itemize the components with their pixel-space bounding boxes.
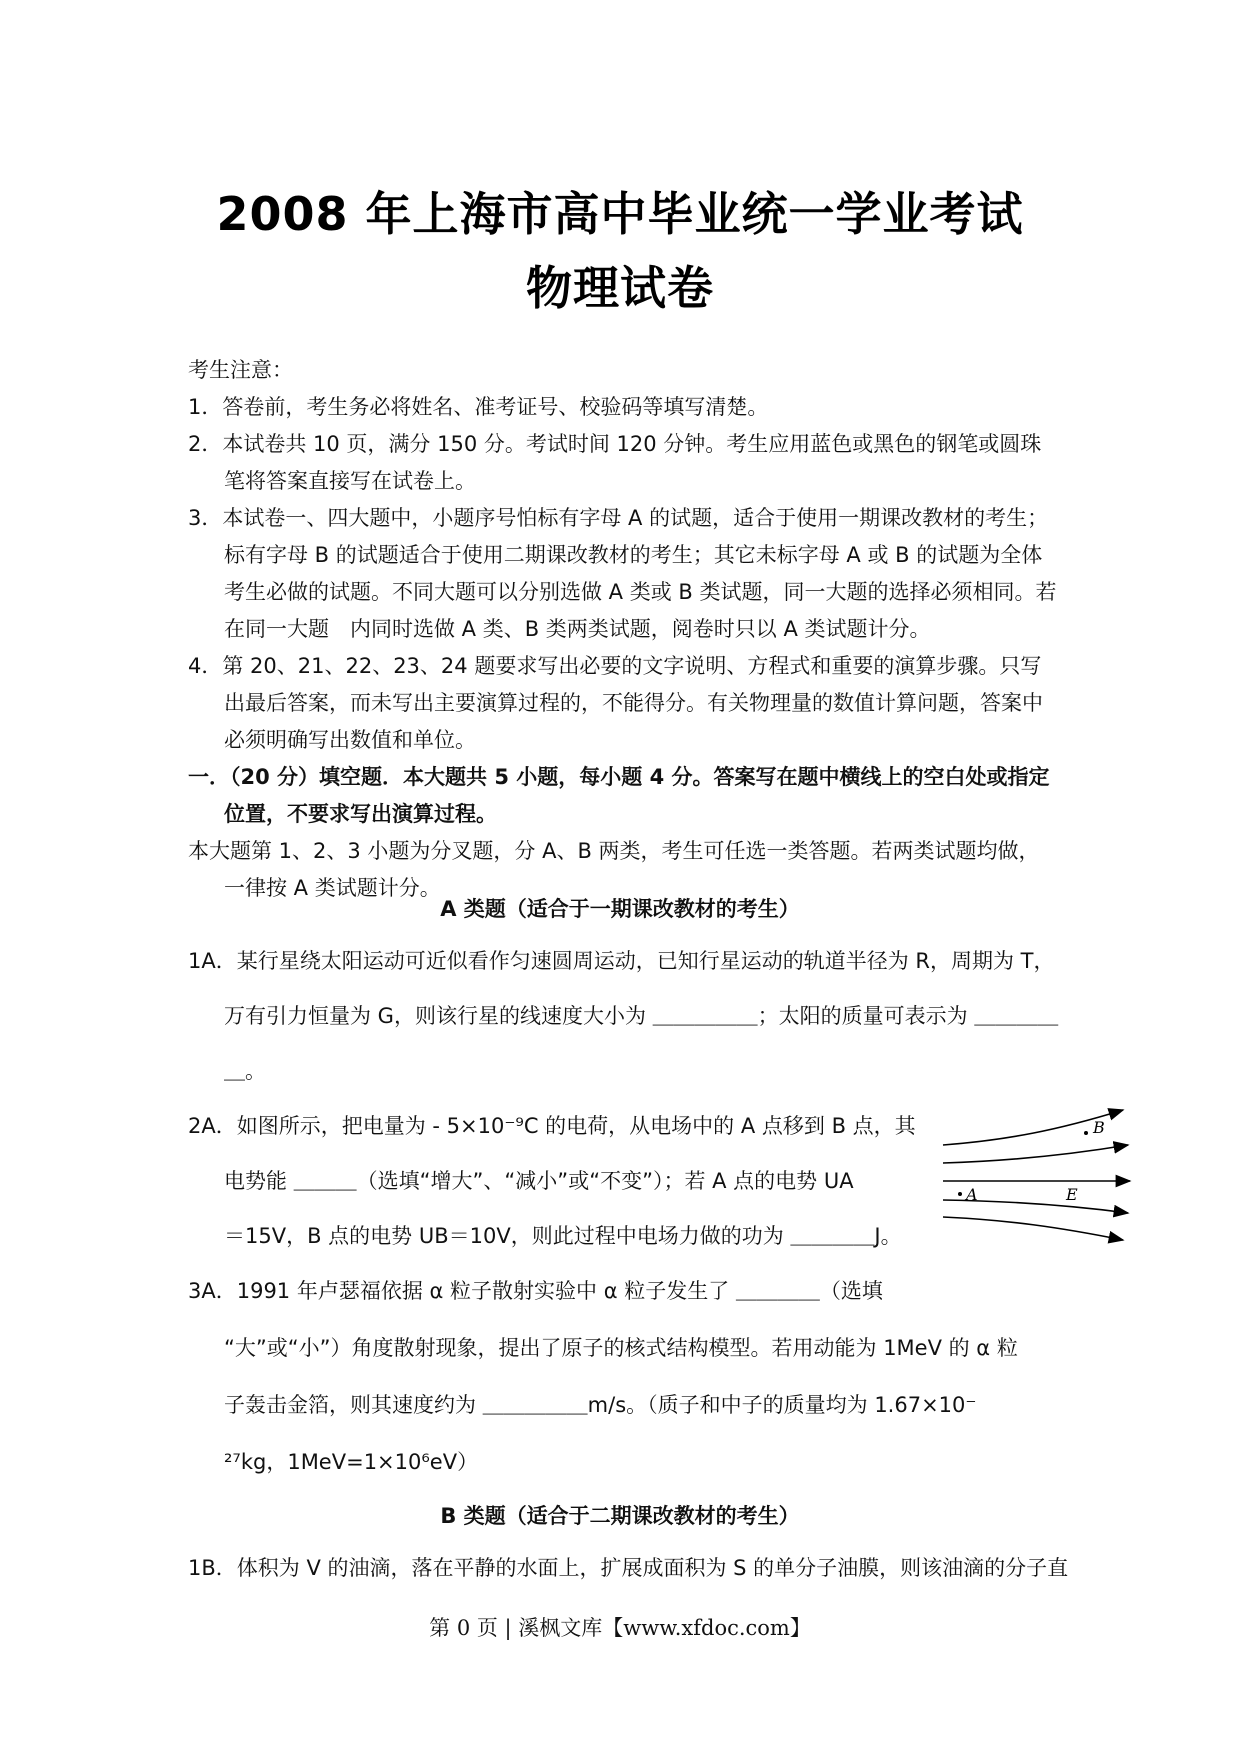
q1a-line-3: ＿。 — [224, 1059, 266, 1083]
notice-item-2: 2．本试卷共 10 页，满分 150 分。考试时间 120 分钟。考生应用蓝色或黑色的钢笔或圆珠笔将答案直接写在试卷上。 — [188, 432, 1042, 493]
q3a-line-1: 3A．1991 年卢瑟福依据 α 粒子散射实验中 α 粒子发生了 ＿＿＿＿（选填 — [188, 1279, 883, 1303]
notice-item-1: 1．答卷前，考生务必将姓名、准考证号、校验码等填写清楚。 — [188, 395, 769, 419]
q3a-line-4: ²⁷kg，1MeV=1×10⁶eV） — [224, 1450, 479, 1474]
q2a-line-2: 电势能 ＿＿＿（选填“增大”、“减小”或“不变”）；若 A 点的电势 UA — [224, 1169, 854, 1193]
q3a-line-2: “大”或“小”）角度散射现象，提出了原子的核式结构模型。若用动能为 1MeV 的 α 粒 — [224, 1336, 1018, 1360]
field-line-5 — [943, 1217, 1123, 1240]
point-b-dot — [1084, 1131, 1088, 1135]
section-heading: 一．（20 分）填空题．本大题共 5 小题，每小题 4 分。答案写在题中横线上的空白处或指定位置，不要求写出演算过程。 — [188, 765, 1050, 826]
b-type-heading: B 类题（适合于二期课改教材的考生） — [440, 1504, 800, 1528]
exam-subtitle: 物理试卷 — [526, 261, 714, 315]
a-type-heading: A 类题（适合于一期课改教材的考生） — [440, 897, 800, 921]
notice-heading: 考生注意： — [188, 358, 293, 382]
field-e-label: E — [1066, 1185, 1078, 1204]
exam-title: 2008 年上海市高中毕业统一学业考试 — [216, 187, 1024, 241]
q2a-line-3: ＝15V，B 点的电势 UB＝10V，则此过程中电场力做的功为 ＿＿＿＿J。 — [224, 1224, 902, 1248]
notice-item-4: 4．第 20、21、22、23、24 题要求写出必要的文字说明、方程式和重要的演算步骤。只写出最后答案，而未写出主要演算过程的，不能得分。有关物理量的数值计算问题，答案中必须明确写出数值和单位。 — [188, 654, 1043, 752]
point-a-label: A — [966, 1185, 978, 1204]
point-a-dot — [958, 1192, 962, 1196]
electric-field-figure — [938, 1105, 1148, 1245]
notice-item-3: 3．本试卷一、四大题中，小题序号怕标有字母 A 的试题，适合于使用一期课改教材的考生；标有字母 B 的试题适合于使用二期课改教材的考生；其它未标字母 A 或 B 的试题为全体考生必做的试题。不同大题可以分别选做 A 类或 B 类试题，同一大题的选择必须相同。若在同一大题 内同时选做 A 类、B 类两类试题，阅卷时只以 A 类试题计分。 — [188, 506, 1057, 641]
q1a-line-2: 万有引力恒量为 G，则该行星的线速度大小为 ＿＿＿＿＿；太阳的质量可表示为 ＿＿＿＿ — [224, 1004, 1059, 1028]
q1b-line-1: 1B．体积为 V 的油滴，落在平静的水面上，扩展成面积为 S 的单分子油膜，则该油滴的分子直 — [188, 1556, 1069, 1580]
q3a-line-3: 子轰击金箔，则其速度约为 ＿＿＿＿＿m/s。（质子和中子的质量均为 1.67×10⁻ — [224, 1393, 977, 1417]
q1a-line-1: 1A．某行星绕太阳运动可近似看作匀速圆周运动，已知行星运动的轨道半径为 R，周期为 T， — [188, 949, 1055, 973]
point-b-label: B — [1093, 1118, 1105, 1137]
page-footer: 第 0 页 | 溪枫文库【www.xfdoc.com】 — [429, 1616, 811, 1640]
notice-block — [188, 352, 1058, 907]
section-note: 本大题第 1、2、3 小题为分叉题，分 A、B 两类，考生可任选一类答题。若两类试题均做，一律按 A 类试题计分。 — [188, 839, 1040, 900]
q2a-line-1: 2A．如图所示，把电量为 - 5×10⁻⁹C 的电荷，从电场中的 A 点移到 B 点，其 — [188, 1114, 916, 1138]
field-line-2 — [943, 1145, 1128, 1163]
